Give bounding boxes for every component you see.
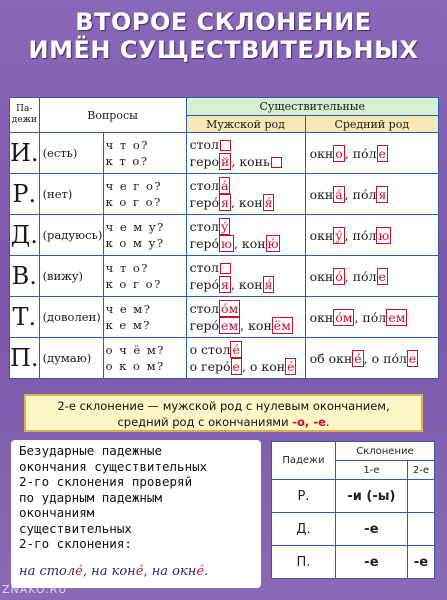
helper-cell: (есть) (39, 133, 103, 174)
case-cell: П. (10, 338, 40, 379)
note-line: окончания существительных (19, 458, 208, 474)
header-questions: Вопросы (39, 98, 186, 133)
table-row (10, 297, 439, 338)
masculine-cell: стол геро й , конь (186, 133, 305, 174)
note-line: 2-го склонения проверяй (19, 474, 193, 489)
rule-box (24, 394, 423, 432)
case-cell: Т. (10, 297, 40, 338)
small-header-cases: Падежи (272, 442, 336, 480)
question-cell: ч т о? к т о? (103, 133, 186, 174)
question-cell: ч е м у? к о м у? (103, 215, 186, 256)
small-cell: Р. (272, 480, 336, 513)
endings-table (271, 441, 435, 579)
note-line: 2-го склонения: (19, 536, 132, 551)
small-cell (407, 513, 434, 546)
small-header-1: 1-е (335, 461, 407, 480)
masculine-cell: стол а́ геро́ я , кон я́ (186, 174, 305, 215)
question-cell: ч т о? к о г о? (103, 256, 186, 297)
neuter-cell: об окн е́ , о по́л е (305, 338, 438, 379)
small-cell: -е (335, 513, 407, 546)
case-cell: И. (10, 133, 40, 174)
small-table-row (272, 513, 435, 546)
small-cell: -е (335, 546, 407, 579)
neuter-cell: окн о́ , по́л е (305, 256, 438, 297)
neuter-cell: окн у́ , по́л ю (305, 215, 438, 256)
helper-cell: (радуюсь) (39, 215, 103, 256)
watermark: ZNAKO.RU (2, 583, 68, 596)
rule-line-2: средний род с окончаниями -о, -е. (117, 415, 330, 429)
masculine-cell: о стол е́ о геро́ е , о кон е́ (186, 338, 305, 379)
note-example: на столе́, на коне́, на окне́. (19, 564, 209, 579)
case-cell: Д. (10, 215, 40, 256)
question-cell: ч е м? к е м? (103, 297, 186, 338)
question-cell: ч е г о? к о г о? (103, 174, 186, 215)
neuter-cell: окн о , по́л е (305, 133, 438, 174)
small-cell (407, 480, 434, 513)
small-cell: -е (407, 546, 434, 579)
small-table-row (272, 480, 435, 513)
table-row (10, 256, 439, 297)
header-neuter: Средний род (305, 116, 438, 133)
small-table-row (272, 546, 435, 579)
helper-cell: (вижу) (39, 256, 103, 297)
helper-cell: (думаю) (39, 338, 103, 379)
table-row (10, 174, 439, 215)
header-cases: Па- дежи (10, 98, 40, 133)
note-text (19, 443, 207, 552)
table-row (10, 338, 439, 379)
question-cell: о ч ё м? о к о м? (103, 338, 186, 379)
note-box (11, 440, 261, 588)
small-cell: -и (-ы) (335, 480, 407, 513)
small-header-decl: Склонение (335, 442, 434, 461)
header-nouns: Существительные (186, 98, 438, 116)
page-title (6, 8, 441, 64)
case-cell: В. (10, 256, 40, 297)
rule-line-1: 2-е склонение — мужской род с нулевым окончанием, (57, 399, 390, 413)
small-cell: П. (272, 546, 336, 579)
neuter-cell: окн а́ , по́л я (305, 174, 438, 215)
note-line: существительных (19, 520, 132, 536)
neuter-cell: окн о́м , по́л ем (305, 297, 438, 338)
case-cell: Р. (10, 174, 40, 215)
masculine-cell: стол о́м геро́ ем , кон ём (186, 297, 305, 338)
small-header-2: 2-е (407, 461, 434, 480)
note-line: Безударные падежные (19, 443, 162, 458)
title-line-1: ВТОРОЕ СКЛОНЕНИЕ (75, 8, 372, 36)
table-row (10, 133, 439, 174)
note-line: по ударным падежным (19, 489, 162, 505)
title-line-2: ИМЁН СУЩЕСТВИТЕЛЬНЫХ (28, 36, 419, 64)
small-cell: Д. (272, 513, 336, 546)
note-line: окончаниям (19, 505, 95, 520)
declension-table (9, 97, 439, 379)
masculine-cell: стол геро́ я , кон я́ (186, 256, 305, 297)
helper-cell: (доволен) (39, 297, 103, 338)
header-masculine: Мужской род (186, 116, 305, 133)
helper-cell: (нет) (39, 174, 103, 215)
rule-endings: -о, -е (292, 415, 326, 429)
table-row (10, 215, 439, 256)
masculine-cell: стол у́ геро́ ю , кон ю́ (186, 215, 305, 256)
